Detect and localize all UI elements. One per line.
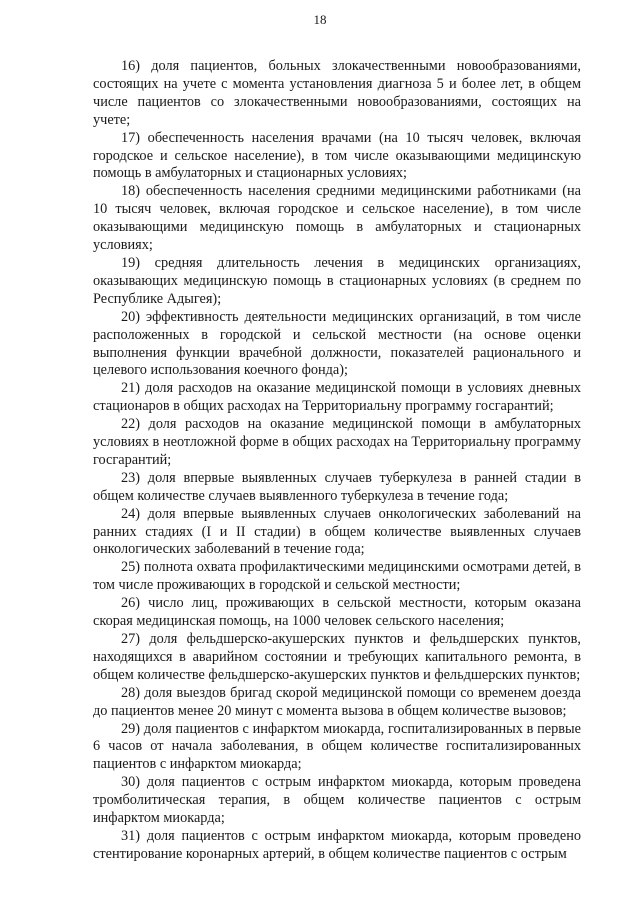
list-item-31: 31) доля пациентов с острым инфарктом миокарда, которым проведено стентирование коронарных артерий, в общем количестве пациентов с острым bbox=[93, 827, 581, 862]
list-item-17: 17) обеспеченность населения врачами (на 10 тысяч человек, включая городское и сельское население), в том числе оказывающими медицинскую помощь в амбулаторных и стационарных условиях; bbox=[93, 129, 581, 182]
list-item-24: 24) доля впервые выявленных случаев онкологических заболеваний на ранних стадиях (I и II стадии) в общем количестве выявленных случаев онкологических заболеваний в течение года; bbox=[93, 505, 581, 558]
list-item-25: 25) полнота охвата профилактическими медицинскими осмотрами детей, в том числе проживающих в городской и сельской местности; bbox=[93, 559, 581, 594]
list-item-30: 30) доля пациентов с острым инфарктом миокарда, которым проведена тромболитическая терапия, в общем количестве пациентов с острым инфарктом миокарда; bbox=[93, 774, 581, 827]
list-item-18: 18) обеспеченность населения средними медицинскими работниками (на 10 тысяч человек, включая городское и сельское население), в том числе оказывающими медицинскую помощь в амбулаторных и стационарных условиях; bbox=[93, 183, 581, 254]
list-item-20: 20) эффективность деятельности медицинских организаций, в том числе расположенных в городской и сельской местности (на основе оценки выполнения функции врачебной должности, показателей рационального и целевого использования коечного фонда); bbox=[93, 308, 581, 379]
list-item-21: 21) доля расходов на оказание медицинской помощи в условиях дневных стационаров в общих расходах на Территориальну программу госгарантий; bbox=[93, 380, 581, 415]
list-item-22: 22) доля расходов на оказание медицинской помощи в амбулаторных условиях в неотложной форме в общих расходах на Территориальну программу госгарантий; bbox=[93, 416, 581, 468]
list-item-26: 26) число лиц, проживающих в сельской местности, которым оказана скорая медицинская помощь, на 1000 человек сельского населения; bbox=[93, 595, 581, 630]
document-body bbox=[93, 58, 581, 864]
list-item-27: 27) доля фельдшерско-акушерских пунктов и фельдшерских пунктов, находящихся в аварийном состоянии и требующих капитального ремонта, в общем количестве фельдшерско-акушерских пунктов и фельдшерских пунктов; bbox=[93, 631, 581, 683]
list-item-23: 23) доля впервые выявленных случаев туберкулеза в ранней стадии в общем количестве случаев выявленного туберкулеза в течение года; bbox=[93, 469, 581, 504]
page-number: 18 bbox=[313, 12, 327, 27]
list-item-16: 16) доля пациентов, больных злокачественными новообразованиями, состоящих на учете с момента установления диагноза 5 и более лет, в общем числе пациентов со злокачественными новообразованиями, состоящих на учете; bbox=[93, 58, 581, 128]
list-item-19: 19) средняя длительность лечения в медицинских организациях, оказывающих медицинскую помощь в стационарных условиях (в среднем по Республике Адыгея); bbox=[93, 254, 581, 307]
list-item-28: 28) доля выездов бригад скорой медицинской помощи со временем доезда до пациентов менее 20 минут с момента вызова в общем количестве вызовов; bbox=[93, 684, 581, 719]
list-item-29: 29) доля пациентов с инфарктом миокарда, госпитализированных в первые 6 часов от начала заболевания, в общем количестве госпитализированных пациентов с инфарктом миокарда; bbox=[93, 720, 581, 773]
